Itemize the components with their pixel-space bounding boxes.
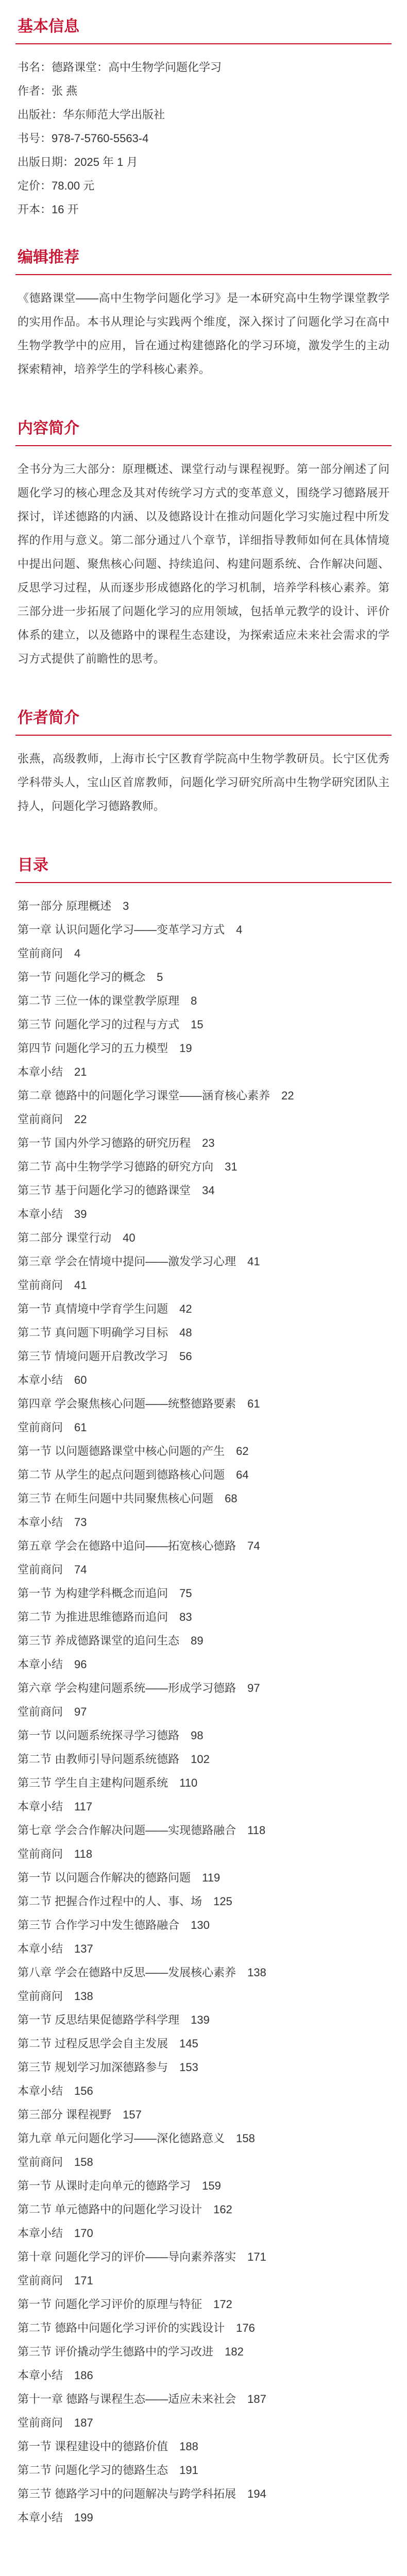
basic-info-heading: 基本信息: [18, 18, 79, 35]
author-paragraph: 张燕，高级教师，上海市长宁区教育学院高中生物学教研员。长宁区优秀学科带头人，宝山区首席教师，问题化学习研究所高中生物学研究团队主持人，问题化学习德路教师。: [18, 752, 389, 812]
toc-entry: 第一节 课程建设中的德路价值 188: [18, 2440, 198, 2453]
publisher-line: 出版社：华东师范大学出版社: [18, 108, 165, 121]
toc-entry: 第一章 认识问题化学习——变革学习方式 4: [18, 923, 243, 936]
toc-entry: 第二节 问题化学习的德路生态 191: [18, 2464, 198, 2477]
author-divider: [15, 735, 392, 736]
toc-entry: 第二章 德路中的问题化学习课堂——涵育核心素养 22: [18, 1089, 294, 1102]
toc-entry: 堂前商问 171: [18, 2274, 93, 2287]
toc-entry: 第一节 以问题合作解决的德路问题 119: [18, 1871, 221, 1884]
toc-entry: 本章小结 186: [18, 2369, 93, 2382]
toc-entry: 第五章 学会在德路中追问——拓宽核心德路 74: [18, 1539, 260, 1552]
toc-entry: 第四章 学会聚焦核心问题——统整德路要素 61: [18, 1397, 260, 1410]
toc-entry: 本章小结 199: [18, 2511, 93, 2524]
toc-entry: 本章小结 21: [18, 1065, 87, 1078]
summary-divider: [15, 445, 392, 446]
author-section: [15, 705, 392, 818]
toc-entry: 第一部分 原理概述 3: [18, 900, 129, 912]
toc-list: [15, 894, 392, 2530]
toc-entry: 第七章 学会合作解决问题——实现德路融合 118: [18, 1824, 266, 1837]
toc-entry: 第三节 情境问题开启教改学习 56: [18, 1350, 192, 1363]
author-line: 作者：张 燕: [18, 84, 78, 97]
toc-entry: 本章小结 73: [18, 1516, 87, 1529]
toc-entry: 堂前商问 158: [18, 2156, 93, 2168]
toc-heading: 目录: [18, 857, 48, 874]
summary-paragraph: 全书分为三大部分：原理概述、课堂行动与课程视野。第一部分阐述了问题化学习的核心理念及其对传统学习方式的变革意义，围绕学习德路展开探讨，详述德路的内涵、以及德路设计在推动问题化学习实施过程中所发挥的作用与意义。第二部分通过八个章节，详细指导教师如何在具体情境中提出问题、聚焦核心问题、持续追问、构建问题系统、合作解决问题、反思学习过程，从而逐步形成德路化的学习机制，培养学科核心素养。第三部分进一步拓展了问题化学习的应用领域，包括单元教学的设计、评价体系的建立，以及德路中的课程生态建设，为探索适应未来社会需求的学习方式提供了前瞻性的思考。: [18, 463, 389, 665]
recommendation-divider: [15, 274, 392, 275]
toc-entry: 堂前商问 4: [18, 947, 81, 960]
toc-entry: 本章小结 137: [18, 1942, 93, 1955]
toc-entry: 堂前商问 22: [18, 1113, 87, 1126]
toc-entry: 第一节 为构建学科概念而追问 75: [18, 1587, 192, 1600]
toc-entry: 第三节 基于问题化学习的德路课堂 34: [18, 1184, 215, 1197]
toc-entry: 堂前商问 118: [18, 1848, 93, 1860]
section-spacer: [15, 222, 392, 244]
recommendation-paragraph: 《德路课堂——高中生物学问题化学习》是一本研究高中生物学课堂教学的实用作品。本书从理论与实践两个维度，深入探讨了问题化学习在高中生物学教学中的应用，旨在通过构建德路化的学习环境，激发学生的主动探索精神，培养学生的学科核心素养。: [18, 292, 389, 376]
toc-entry: 堂前商问 61: [18, 1421, 87, 1434]
recommendation-heading: 编辑推荐: [18, 249, 79, 266]
toc-entry: 第三节 德路学习中的问题解决与跨学科拓展 194: [18, 2487, 266, 2500]
toc-entry: 第一节 问题化学习的概念 5: [18, 971, 163, 984]
toc-entry: 本章小结 96: [18, 1658, 87, 1671]
toc-entry: 第二节 为推进思维德路而追问 83: [18, 1611, 192, 1623]
section-spacer: [15, 682, 392, 705]
toc-entry: 第六章 学会构建问题系统——形成学习德路 97: [18, 1682, 260, 1694]
toc-entry: 第二节 由教师引导问题系统德路 102: [18, 1753, 210, 1766]
toc-entry: 本章小结 60: [18, 1374, 87, 1386]
price-line: 定价：78.00 元: [18, 179, 95, 192]
toc-entry: 第二节 三位一体的课堂教学原理 8: [18, 994, 197, 1007]
toc-entry: 第二部分 课堂行动 40: [18, 1231, 135, 1244]
toc-entry: 第三节 学生自主建构问题系统 110: [18, 1776, 198, 1789]
page: [15, 0, 392, 2530]
toc-entry: 第四节 问题化学习的五力模型 19: [18, 1042, 192, 1055]
toc-entry: 第二节 从学生的起点问题到德路核心问题 64: [18, 1468, 249, 1481]
toc-entry: 第一节 从课时走向单元的德路学习 159: [18, 2179, 221, 2192]
isbn-line: 书号：978-7-5760-5563-4: [18, 132, 149, 145]
toc-entry: 第二节 单元德路中的问题化学习设计 162: [18, 2203, 232, 2216]
toc-divider: [15, 882, 392, 883]
basic-info-divider: [15, 43, 392, 44]
toc-entry: 第三节 养成德路课堂的追问生态 89: [18, 1634, 204, 1647]
toc-entry: 第三节 评价撬动学生德路中的学习改进 182: [18, 2345, 244, 2358]
summary-heading: 内容简介: [18, 420, 79, 437]
format-line: 开本：16 开: [18, 203, 79, 216]
toc-entry: 第三部分 课程视野 157: [18, 2108, 142, 2121]
toc-entry: 第三节 合作学习中发生德路融合 130: [18, 1919, 210, 1931]
toc-entry: 第一节 真情境中学育学生问题 42: [18, 1302, 192, 1315]
toc-entry: 第三节 在师生问题中共同聚焦核心问题 68: [18, 1492, 238, 1505]
toc-entry: 本章小结 39: [18, 1208, 87, 1221]
toc-entry: 本章小结 117: [18, 1800, 93, 1813]
toc-entry: 第一节 以问题德路课堂中核心问题的产生 62: [18, 1445, 249, 1458]
toc-entry: 第三节 规划学习加深德路参与 153: [18, 2061, 198, 2074]
toc-entry: 第二节 高中生物学学习德路的研究方向 31: [18, 1160, 238, 1173]
toc-entry: 第十一章 德路与课程生态——适应未来社会 187: [18, 2393, 266, 2405]
toc-entry: 堂前商问 74: [18, 1563, 87, 1576]
toc-entry: 第一节 以问题系统探寻学习德路 98: [18, 1729, 204, 1742]
toc-entry: 堂前商问 41: [18, 1279, 87, 1292]
toc-entry: 第十章 问题化学习的评价——导向素养落实 171: [18, 2250, 266, 2263]
toc-entry: 第二节 真问题下明确学习目标 48: [18, 1326, 192, 1339]
toc-entry: 堂前商问 97: [18, 1705, 87, 1718]
toc-entry: 本章小结 170: [18, 2227, 93, 2240]
toc-entry: 堂前商问 138: [18, 1990, 93, 2003]
toc-entry: 第二节 把握合作过程中的人、事、场 125: [18, 1895, 232, 1908]
toc-entry: 第九章 单元问题化学习——深化德路意义 158: [18, 2132, 255, 2145]
recommendation-section: [15, 244, 392, 381]
toc-entry: 第一节 国内外学习德路的研究历程 23: [18, 1137, 215, 1149]
author-heading: 作者简介: [18, 709, 79, 726]
toc-section: [15, 852, 392, 2530]
toc-entry: 第八章 学会在德路中反思——发展核心素养 138: [18, 1966, 266, 1979]
toc-entry: 第三章 学会在情境中提问——激发学习心理 41: [18, 1255, 260, 1268]
book-title-line: 书名：德路课堂：高中生物学问题化学习: [18, 61, 222, 74]
toc-entry: 第二节 德路中问题化学习评价的实践设计 176: [18, 2321, 255, 2334]
toc-entry: 第一节 反思结果促德路学科学理 139: [18, 2013, 210, 2026]
basic-info-list: [15, 56, 392, 222]
toc-entry: 堂前商问 187: [18, 2416, 93, 2429]
section-spacer: [15, 393, 392, 415]
section-spacer: [15, 829, 392, 852]
toc-entry: 第二节 过程反思学会自主发展 145: [18, 2037, 198, 2050]
toc-entry: 第一节 问题化学习评价的原理与特征 172: [18, 2298, 232, 2311]
toc-entry: 本章小结 156: [18, 2084, 93, 2097]
basic-info-section: [15, 13, 392, 222]
summary-section: [15, 415, 392, 671]
toc-entry: 第三节 问题化学习的过程与方式 15: [18, 1018, 204, 1031]
publish-date-line: 出版日期：2025 年 1 月: [18, 156, 138, 168]
